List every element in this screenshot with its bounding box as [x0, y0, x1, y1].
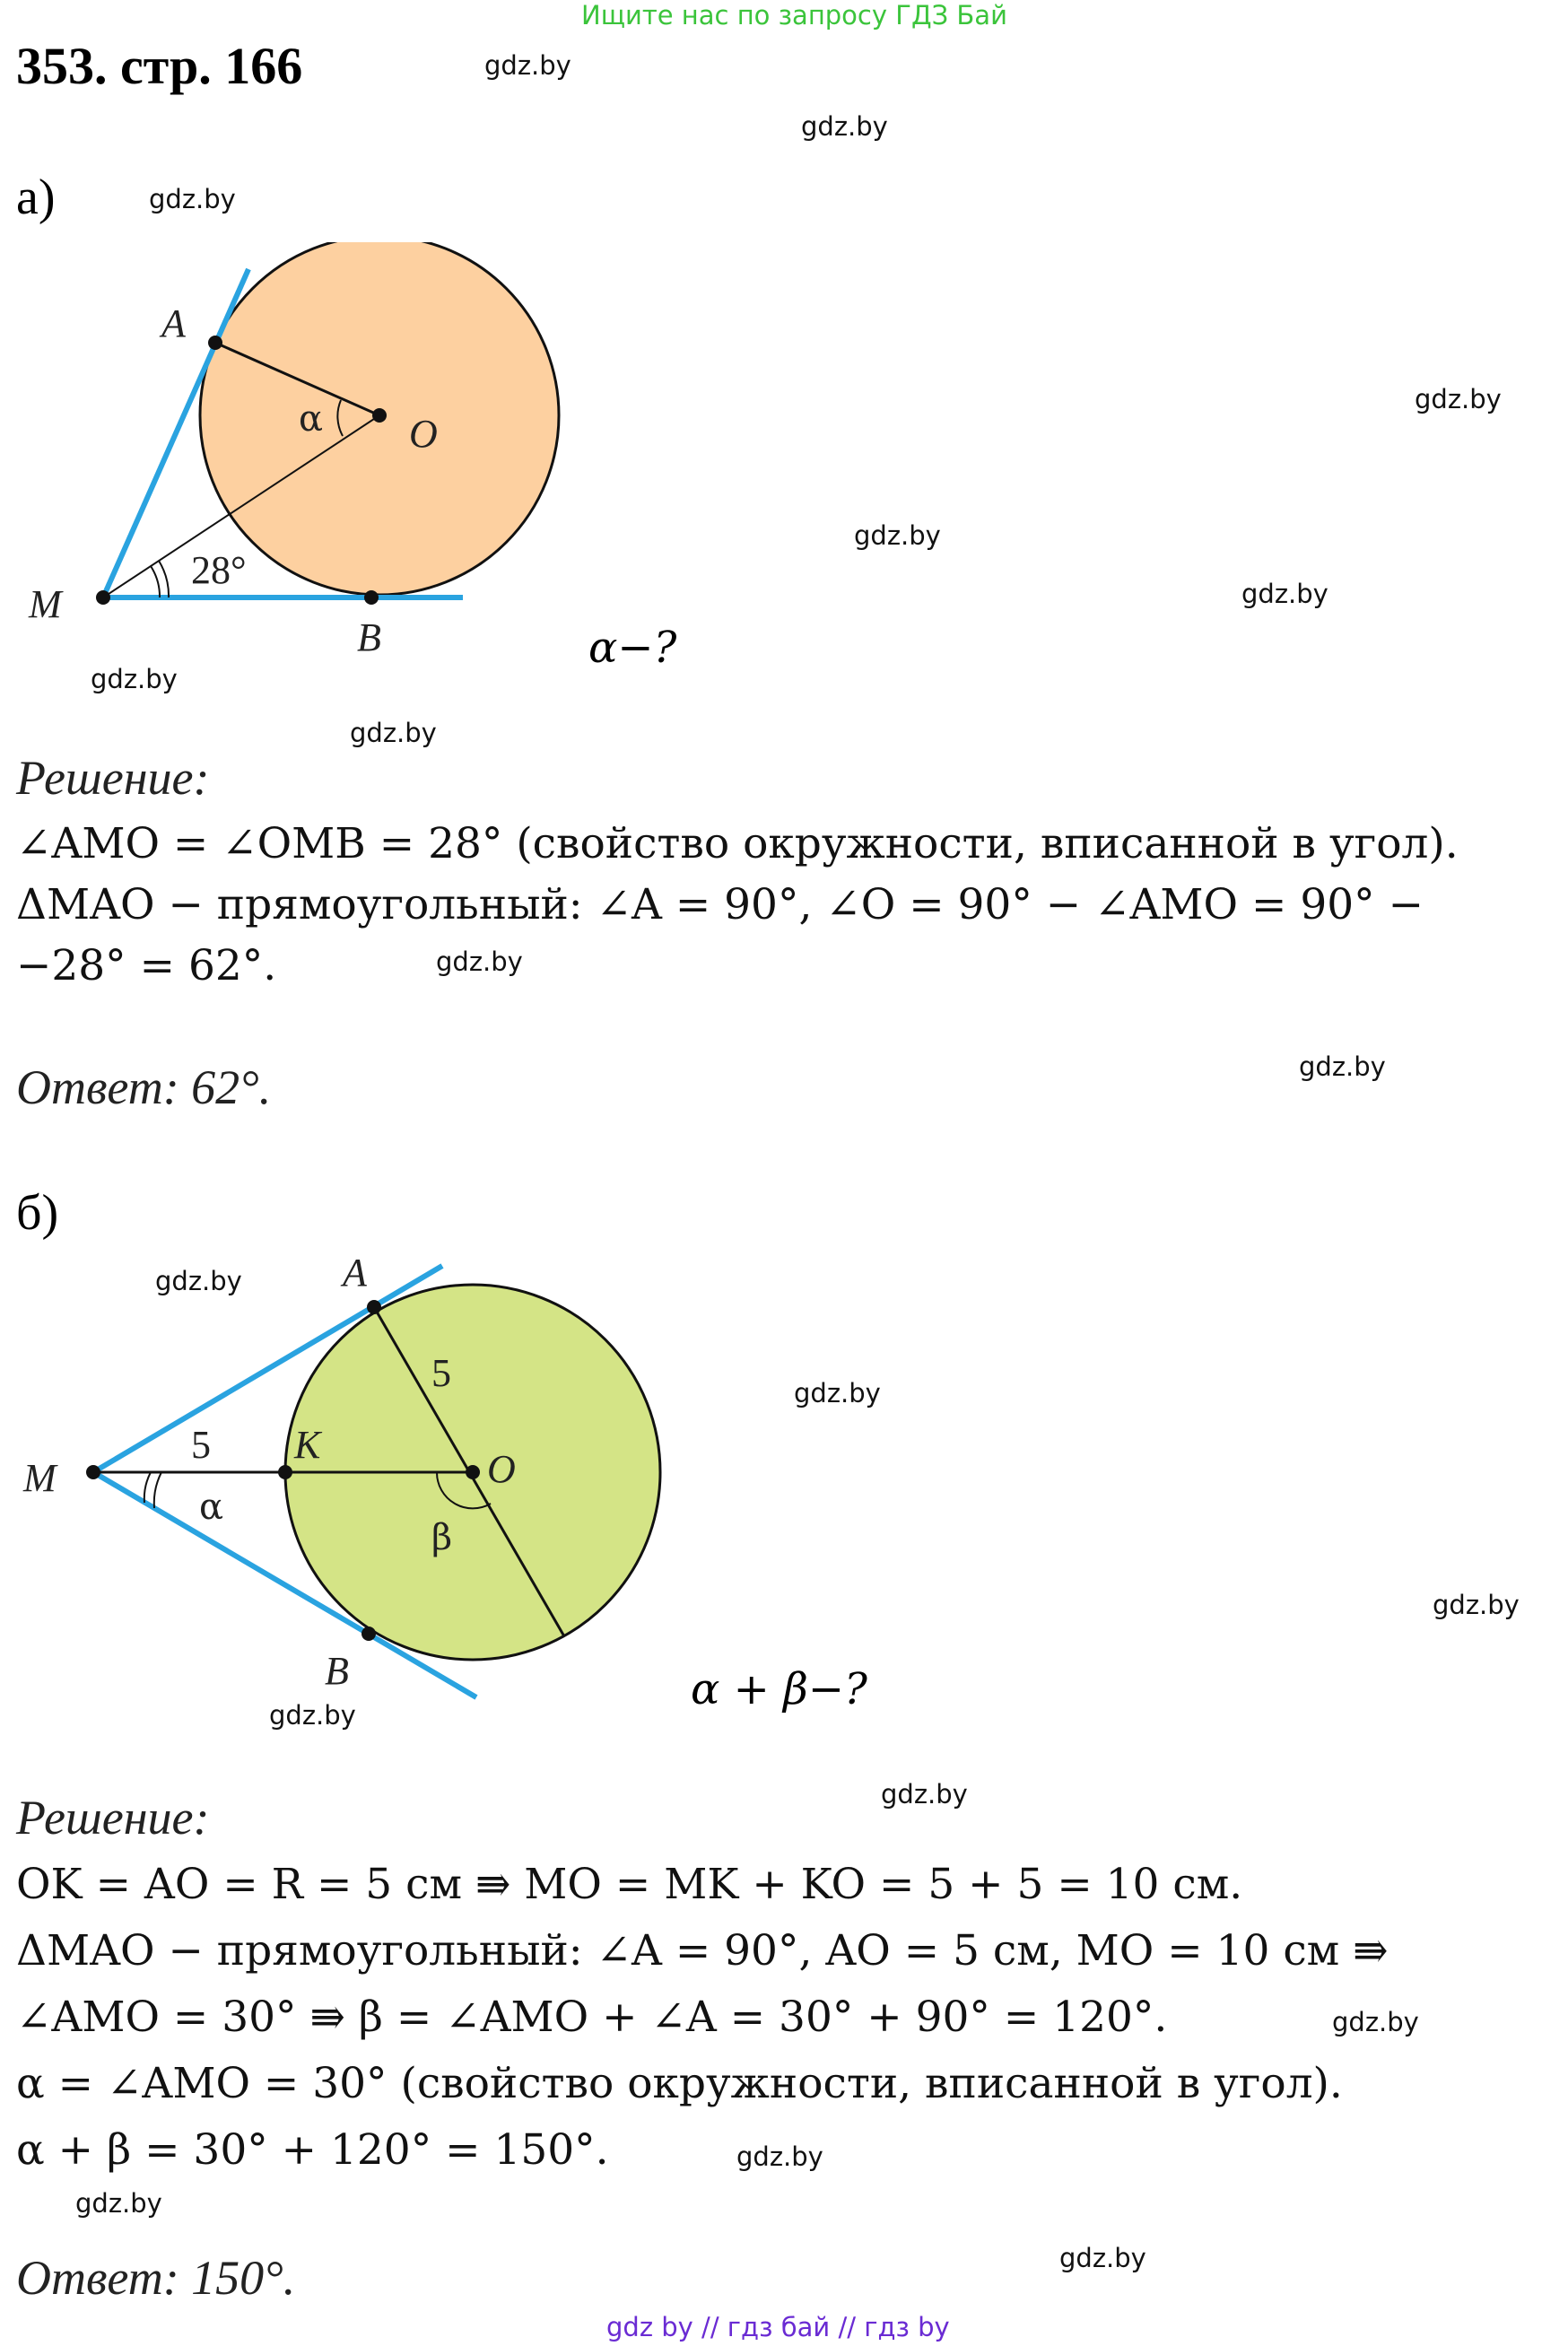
point-k	[278, 1465, 292, 1479]
solution-line: ∠AMO = 30° ⇛ β = ∠AMO + ∠A = 30° + 90° = 120°.	[16, 1993, 1168, 2042]
watermark: gdz.by	[350, 718, 437, 748]
part-b-label: б)	[16, 1185, 59, 1241]
watermark: gdz.by	[794, 1378, 881, 1408]
point-b	[364, 590, 379, 605]
label-b: B	[325, 1649, 349, 1693]
label-o: O	[487, 1447, 516, 1491]
solution-line: α = ∠AMO = 30° (свойство окружности, вписанной в угол).	[16, 2059, 1343, 2108]
watermark: gdz.by	[1059, 2243, 1146, 2273]
point-b	[362, 1627, 376, 1641]
label-angle-28: 28°	[191, 548, 247, 592]
solution-header-a: Решение:	[16, 751, 210, 805]
label-k: K	[294, 1423, 321, 1467]
label-five-mk: 5	[191, 1423, 211, 1467]
watermark: gdz.by	[736, 2141, 823, 2172]
label-a: A	[161, 301, 186, 345]
watermark: gdz.by	[881, 1779, 968, 1810]
solution-line: α + β = 30° + 120° = 150°.	[16, 2125, 609, 2175]
solution-header-b: Решение:	[16, 1791, 210, 1845]
question-b: α + β−?	[691, 1664, 867, 1714]
answer-a: Ответ: 62°.	[16, 1060, 272, 1114]
solution-line: ΔMAO − прямоугольный: ∠A = 90°, AO = 5 см, MO = 10 см ⇛	[16, 1926, 1389, 1975]
angle-alpha-arc-inner	[144, 1472, 151, 1503]
label-a: A	[343, 1251, 367, 1295]
point-a	[367, 1300, 381, 1314]
question-a: α−?	[588, 623, 677, 673]
watermark: gdz.by	[801, 111, 888, 142]
point-a	[208, 336, 222, 350]
figure-a	[0, 242, 628, 673]
solution-line: ΔMAO − прямоугольный: ∠A = 90°, ∠O = 90° − ∠AMO = 90° −	[16, 880, 1424, 929]
label-b: B	[357, 615, 381, 659]
page-title: 353. стр. 166	[16, 37, 303, 95]
watermark: gdz.by	[91, 664, 178, 694]
solution-line: −28° = 62°.	[16, 941, 277, 990]
footer-links[interactable]: gdz by // гдз бай // гдз by	[606, 2312, 950, 2342]
point-m	[96, 590, 110, 605]
watermark: gdz.by	[1299, 1051, 1386, 1082]
top-banner: Ищите нас по запросу ГДЗ Бай	[581, 0, 1007, 31]
watermark: gdz.by	[269, 1700, 356, 1731]
watermark: gdz.by	[1241, 579, 1328, 609]
label-m: M	[23, 1456, 57, 1500]
label-m: M	[29, 582, 62, 626]
figure-b	[0, 1238, 682, 1714]
solution-line: ∠AMO = ∠OMB = 28° (свойство окружности, вписанной в угол).	[16, 819, 1459, 868]
watermark: gdz.by	[1415, 384, 1502, 414]
watermark: gdz.by	[484, 50, 571, 81]
label-beta: β	[431, 1517, 453, 1558]
solution-line: OK = AO = R = 5 см ⇛ MO = MK + KO = 5 + 5 = 10 см.	[16, 1860, 1243, 1909]
label-five-ao: 5	[431, 1351, 451, 1395]
watermark: gdz.by	[1433, 1590, 1520, 1620]
watermark: gdz.by	[75, 2188, 162, 2219]
watermark: gdz.by	[436, 946, 523, 977]
label-o: O	[409, 412, 438, 456]
answer-b: Ответ: 150°.	[16, 2251, 296, 2305]
watermark: gdz.by	[149, 184, 236, 214]
watermark: gdz.by	[155, 1266, 242, 1296]
angle-28-arc-inner	[151, 566, 160, 597]
point-o	[372, 408, 387, 423]
part-a-label: а)	[16, 170, 56, 225]
watermark: gdz.by	[1332, 2007, 1419, 2037]
label-alpha: α	[299, 398, 324, 440]
angle-alpha-arc-outer	[154, 1472, 161, 1508]
label-alpha: α	[199, 1487, 224, 1528]
point-o	[466, 1465, 480, 1479]
point-m	[86, 1465, 100, 1479]
watermark: gdz.by	[854, 520, 941, 551]
